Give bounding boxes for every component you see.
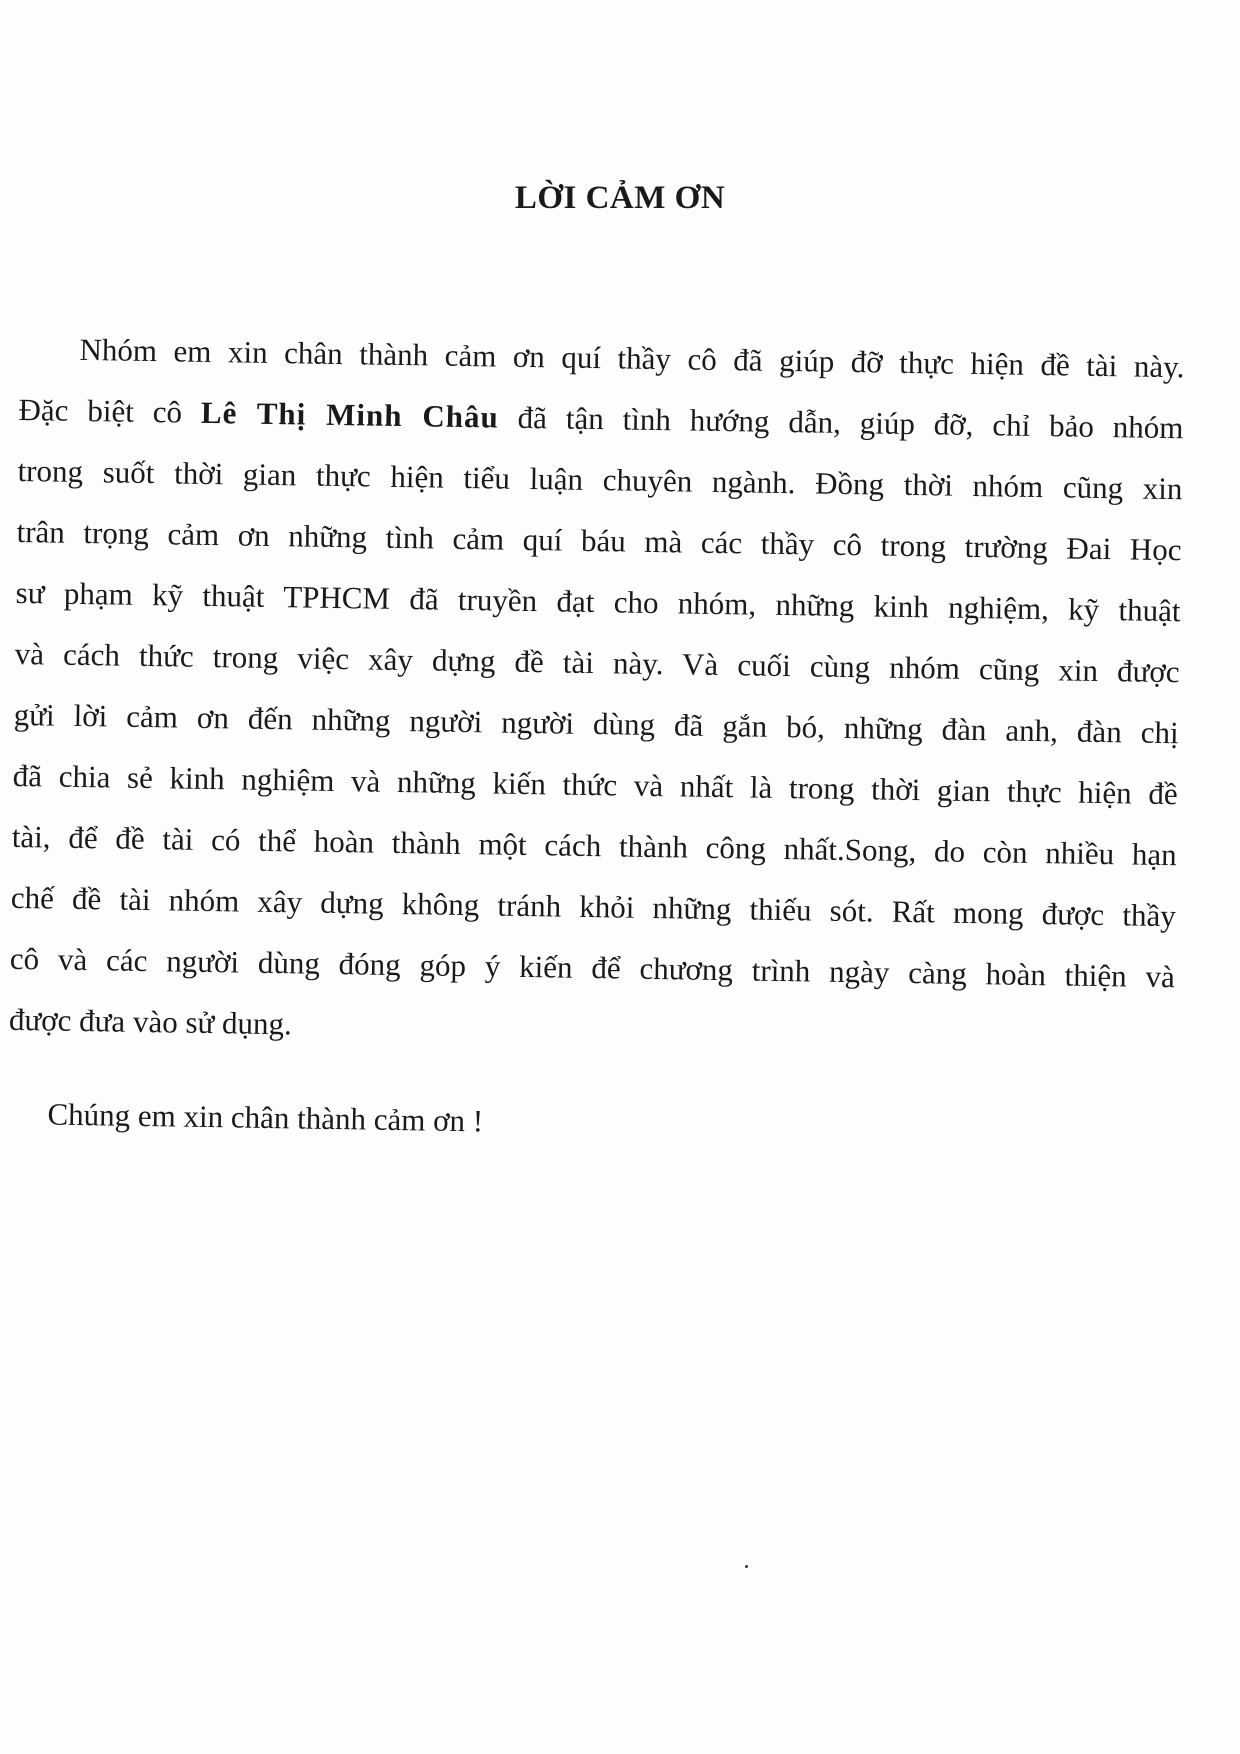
body-line: đã chia sẻ kinh nghiệm và những kiến thức và nhất là trong thời gian thực hiện đề	[12, 757, 1178, 812]
body-text: đã tận tình hướng dẫn, giúp đỡ, chỉ bảo nhóm	[498, 399, 1184, 446]
closing-line: Chúng em xin chân thành cảm ơn !	[47, 1096, 484, 1139]
advisor-name: Lê Thị Minh Châu	[200, 394, 500, 435]
body-text: Đặc biệt cô	[18, 391, 202, 430]
body-line: sư phạm kỹ thuật TPHCM đã truyền đạt cho nhóm, những kinh nghiệm, kỹ thuật	[15, 574, 1181, 629]
body-line: và cách thức trong việc xây dựng đề tài này. Và cuối cùng nhóm cũng xin được	[14, 635, 1180, 690]
page-title: LỜI CẢM ƠN	[514, 180, 726, 216]
body-line: trân trọng cảm ơn những tình cảm quí báu mà các thầy cô trong trường Đai Học	[16, 513, 1182, 568]
body-line: chế đề tài nhóm xây dựng không tránh khỏi những thiếu sót. Rất mong được thầy	[10, 879, 1177, 934]
body-line: cô và các người dùng đóng góp ý kiến để chương trình ngày càng hoàn thiện và	[9, 940, 1176, 995]
acknowledgement-body	[7, 318, 1185, 1162]
body-line: tài, để đề tài có thể hoàn thành một cách thành công nhất.Song, do còn nhiều hạn	[11, 818, 1177, 873]
body-line: gửi lời cảm ơn đến những người người dùng đã gắn bó, những đàn anh, đàn chị	[13, 696, 1179, 751]
body-line: trong suốt thời gian thực hiện tiểu luận chuyên ngành. Đồng thời nhóm cũng xin	[17, 452, 1183, 507]
body-line: được đưa vào sử dụng.	[8, 1001, 293, 1042]
scan-speck	[745, 1565, 748, 1568]
body-line: Nhóm em xin chân thành cảm ơn quí thầy cô đã giúp đỡ thực hiện đề tài này.	[79, 331, 1185, 385]
